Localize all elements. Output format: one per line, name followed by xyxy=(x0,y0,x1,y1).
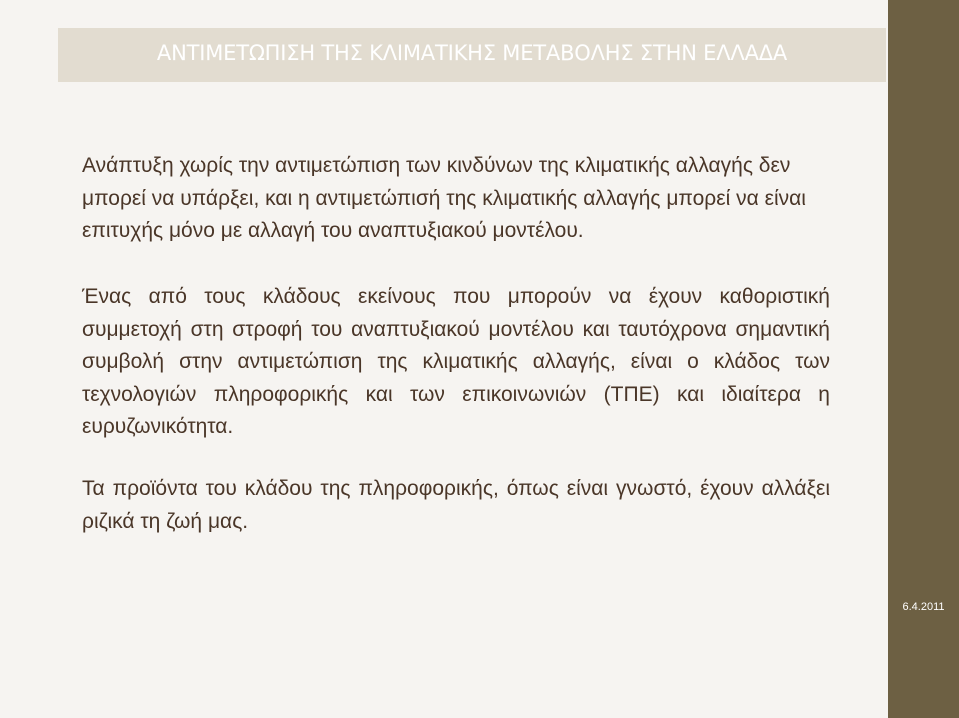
paragraph-2: Ένας από τους κλάδους εκείνους που μπορούν να έχουν καθοριστική συμμετοχή στη στροφή του αναπτυξιακού μοντέλου και ταυτόχρονα σημαντική συμβολή στην αντιμετώπιση της κλιματικής αλλαγής, είναι ο κλάδος των τεχνολογιών πληροφορικής και των επικοινωνιών (ΤΠΕ) και ιδιαίτερα η ευρυζωνικότητα. xyxy=(82,285,830,438)
paragraph-3: Τα προϊόντα του κλάδου της πληροφορικής, όπως είναι γνωστό, έχουν αλλάξει ριζικά τη ζωή μας. xyxy=(82,477,830,533)
slide-date: 6.4.2011 xyxy=(902,601,945,613)
slide-title: ΑΝΤΙΜΕΤΩΠΙΣΗ ΤΗΣ ΚΛΙΜΑΤΙΚΗΣ ΜΕΤΑΒΟΛΗΣ ΣΤΗΝ ΕΛΛΑΔΑ xyxy=(156,41,788,65)
paragraph-1: Ανάπτυξη χωρίς την αντιμετώπιση των κινδύνων της κλιματικής αλλαγής δεν μπορεί να υπάρξει, και η αντιμετώπισή της κλιματικής αλλαγής μπορεί να είναι επιτυχής μόνο με αλλαγή του αναπτυξιακού μοντέλου. xyxy=(82,154,806,242)
title-band xyxy=(58,28,886,82)
